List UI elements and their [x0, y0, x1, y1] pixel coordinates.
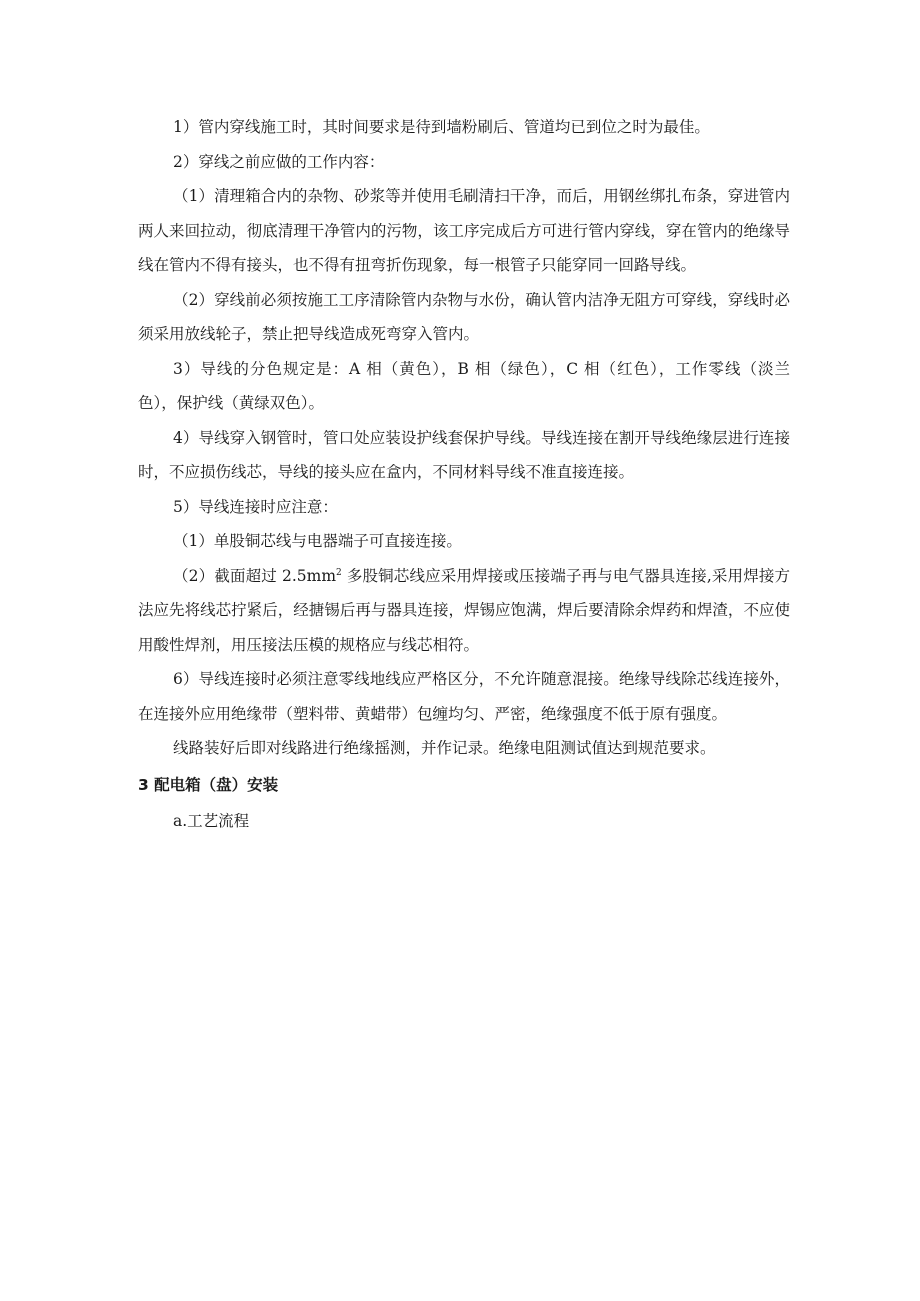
superscript-2: 2: [336, 567, 342, 578]
paragraph-9-part-b: 多股铜芯线应采用焊接或压接端子再与电气器具连接,采用焊接方法应先将线芯拧紧后，经搪锡后再与器具连接，焊锡应饱满，焊后要清除余焊药和焊渣，不应使用酸性焊剂，用压接法压模的规格应与线芯相符。: [138, 566, 790, 654]
paragraph-7: 5）导线连接时应注意：: [173, 497, 338, 516]
paragraph-2: 2）穿线之前应做的工作内容：: [173, 152, 385, 171]
paragraph-9-part-a: （2）截面超过 2.5mm: [173, 566, 337, 585]
paragraph-6: 4）导线穿入钢管时，管口处应装设护线套保护导线。导线连接在割开导线绝缘层进行连接时，不应损伤线芯，导线的接头应在盒内，不同材料导线不准直接连接。: [138, 428, 790, 481]
subheading: a.工艺流程: [173, 811, 250, 830]
paragraph-5: 3）导线的分色规定是：A 相（黄色），B 相（绿色），C 相（红色），工作零线（淡兰色），保护线（黄绿双色）。: [138, 359, 790, 412]
paragraph-10: 6）导线连接时必须注意零线地线应严格区分，不允许随意混接。绝缘导线除芯线连接外，在连接外应用绝缘带（塑料带、黄蜡带）包缠均匀、严密，绝缘强度不低于原有强度。: [138, 670, 790, 723]
paragraph-8: （1）单股铜芯线与电器端子可直接连接。: [173, 532, 462, 550]
paragraph-4: （2）穿线前必须按施工工序清除管内杂物与水份，确认管内洁净无阻方可穿线，穿线时必须采用放线轮子，禁止把导线造成死弯穿入管内。: [138, 290, 790, 343]
document-page: [138, 110, 790, 838]
paragraph-9: [138, 559, 790, 663]
paragraph-11: 线路装好后即对线路进行绝缘摇测，并作记录。绝缘电阻测试值达到规范要求。: [173, 739, 716, 757]
paragraph-3: （1）清理箱合内的杂物、砂浆等并使用毛刷清扫干净，而后，用钢丝绑扎布条，穿进管内两人来回拉动，彻底清理干净管内的污物，该工序完成后方可进行管内穿线，穿在管内的绝缘导线在管内不得有接头，也不得有扭弯折伤现象，每一根管子只能穿同一回路导线。: [138, 187, 790, 274]
paragraph-1: 1）管内穿线施工时，其时间要求是待到墙粉刷后、管道均已到位之时为最佳。: [173, 118, 710, 136]
section-heading: 3 配电箱（盘）安装: [138, 775, 279, 794]
